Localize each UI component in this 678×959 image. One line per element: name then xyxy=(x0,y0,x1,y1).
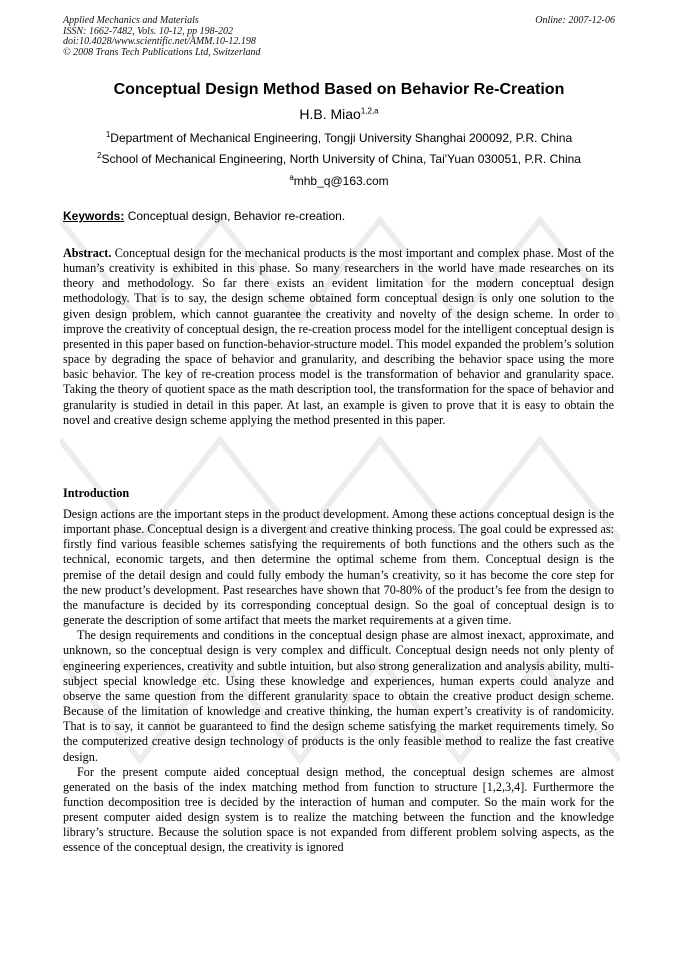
affiliation-1-sup: 1 xyxy=(105,130,111,139)
email-sup: a xyxy=(289,173,294,182)
email-text: mhb_q@163.com xyxy=(293,174,389,188)
paper-title: Conceptual Design Method Based on Behavior Re-Creation xyxy=(113,81,565,98)
abstract xyxy=(63,246,614,428)
running-header xyxy=(63,16,615,58)
abstract-label: Abstract. xyxy=(63,246,112,260)
keywords-colon: : xyxy=(120,209,125,223)
issn-line: ISSN: 1662-7482, Vols. 10-12, pp 198-202 xyxy=(63,25,233,37)
keywords-text: Conceptual design, Behavior re-creation. xyxy=(124,209,346,223)
affiliation-2 xyxy=(0,152,678,167)
keywords xyxy=(63,209,345,224)
affiliation-1 xyxy=(0,131,678,146)
intro-paragraph-1: Design actions are the important steps in the product development. Among these actions conceptual design is the important phase. Conceptual design is a divergent and creative thinking process. The goal could be expressed as: firstly find various feasible schemes satisfying the requirements of both functions and the others such as the technical, economic targets, and then determine the optimal scheme from them. Conceptual design is the premise of the detail design and could fully embody the human’s creativity, so it has become the core step for the new product’s development. Past researches have shown that 70-80% of the product’s fee from the design to the manufacture is decided by its corresponding conceptual design. So the goal of conceptual design is to generate the description of some artifact that meets the market requirements at a given time. xyxy=(63,507,614,628)
doi-line: doi:10.4028/www.scientific.net/AMM.10-12.198 xyxy=(63,36,256,48)
online-date: Online: 2007-12-06 xyxy=(535,15,615,26)
author-email xyxy=(0,174,678,189)
copyright-line: © 2008 Trans Tech Publications Ltd, Switzerland xyxy=(63,46,261,58)
affiliation-2-sup: 2 xyxy=(97,151,102,160)
intro-paragraph-2: The design requirements and conditions in the conceptual design phase are almost inexact, approximate, and unknown, so the conceptual design is very complex and difficult. Conceptual design needs not only plenty of engineering experiences, creativity and subtle intuition, but also strong generalization and analysis ability, multi-subject special knowledge etc. Using these knowledge and experiences, human experts could analyze and observe the same question from the different granularity space to obtain the creative product design scheme. Because of the limitation of knowledge and creative thinking, the human expert’s creativity is of randomicity. That is to say, it cannot be guaranteed to find the design scheme satisfying the market requirements timely. So the computerized creative design technology of products is the only feasible method to realize the fast creative design. xyxy=(63,628,614,764)
journal-name: Applied Mechanics and Materials xyxy=(63,15,199,26)
affiliation-2-text: School of Mechanical Engineering, North University of China, Tai'Yuan 030051, P.R. China xyxy=(101,152,581,166)
introduction-body xyxy=(63,507,614,856)
section-heading-introduction: Introduction xyxy=(63,486,130,500)
intro-paragraph-3: For the present compute aided conceptual design method, the conceptual design schemes are almost generated on the basis of the index matching method from function to structure [1,2,3,4]. Furthermore the function decomposition tree is decided by the interaction of human and computer. So the main work for the present computer aided design system is to realize the matching between the function and the knowledge library’s structure. Because the solution space is not expanded from different problem solving aspects, as the essence of the conceptual design, the creativity is ignored xyxy=(63,764,614,855)
author-name: H.B. Miao xyxy=(299,106,361,122)
author-sup: 1,2,a xyxy=(360,106,379,116)
affiliation-1-text: Department of Mechanical Engineering, Tongji University Shanghai 200092, P.R. China xyxy=(110,131,573,145)
keywords-label: Keywords xyxy=(63,209,121,223)
abstract-text: Conceptual design for the mechanical products is the most important and complex phase. Most of the human’s creativity is exhibited in this phase. So many researchers in the world have made researches on its theory and methodology. So far there exists an evident limitation for the modern conceptual design methodology. That is to say, the design scheme obtained form conceptual design is only one solution to the given design problem, which cannot guarantee the creativity and novelty of the design scheme. In order to improve the creativity of conceptual design, the re-creation process model for the intelligent conceptual design is presented in this paper based on function-behavior-structure model. This model expanded the problem’s solution space by degrading the space of behavior and granularity, and describing the behavior space using the more basic behavior. The key of re-creation process model is the transformation of behavior and granularity space. Taking the theory of quotient space as the math description tool, the transformation for the space of behavior and granularity is studied in detail in this paper. At last, an example is given to prove that it is easy to obtain the novel and creative design scheme applying the method presented in this paper. xyxy=(63,246,614,427)
author-line xyxy=(0,106,678,123)
